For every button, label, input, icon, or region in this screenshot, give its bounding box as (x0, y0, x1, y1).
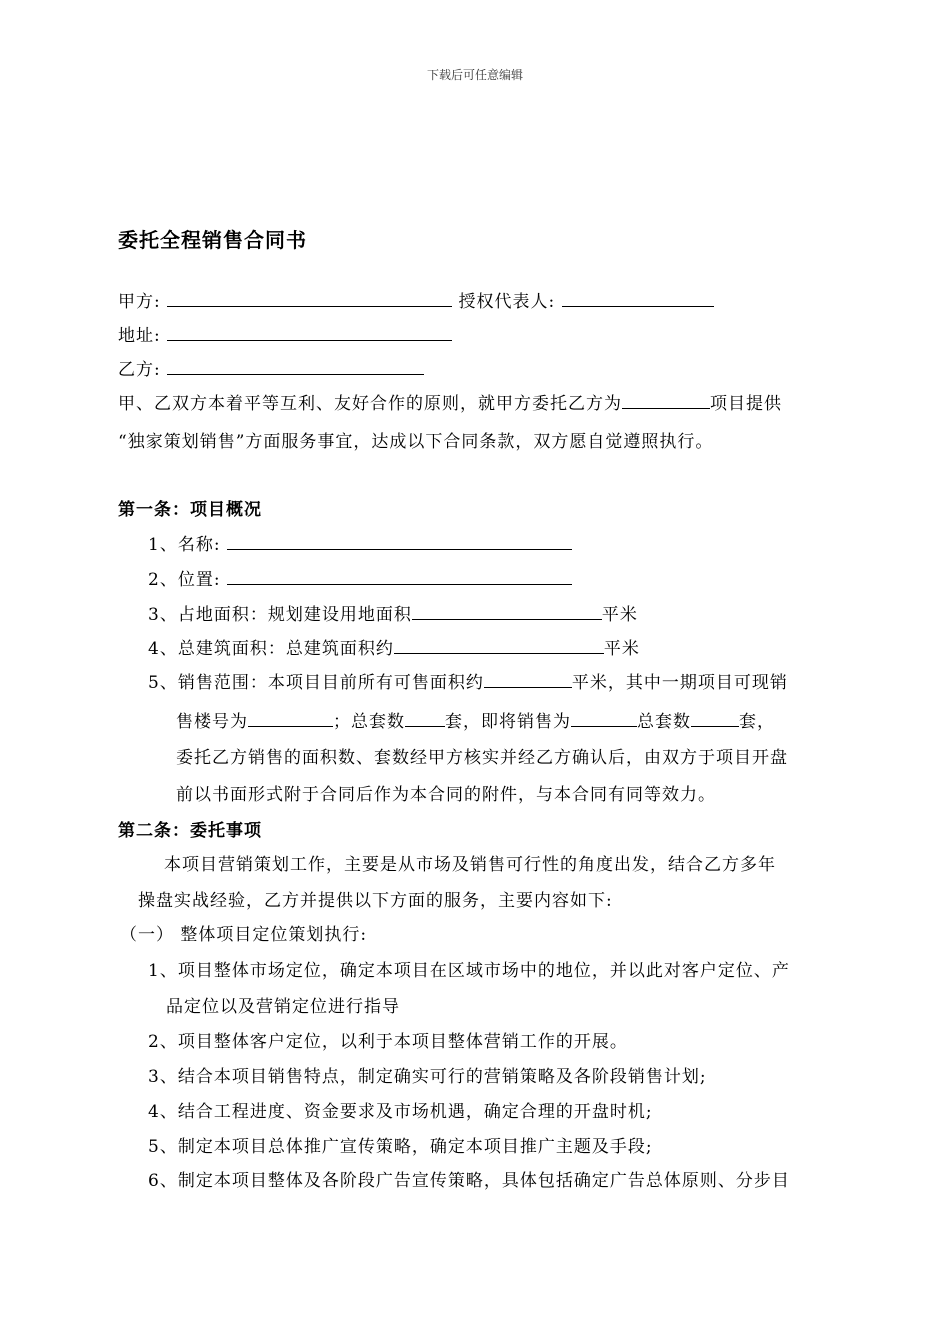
intro-line-2: “独家策划销售”方面服务事宜，达成以下合同条款，双方愿自觉遵照执行。 (118, 432, 714, 452)
intro-text: 甲、乙双方本着平等互利、友好合作的原则，就甲方委托乙方为 (118, 394, 622, 414)
a1-item-5-line4: 前以书面形式附于合同后作为本合同的附件，与本合同有同等效力。 (176, 785, 716, 805)
rep-label: 授权代表人: (458, 292, 556, 312)
total-sets-blank (405, 709, 445, 727)
party-b-line (118, 355, 424, 380)
sales-area-blank (484, 670, 572, 688)
section-1-title: （一） 整体项目定位策划执行: (120, 925, 368, 945)
floor-area-blank (394, 636, 604, 654)
article-2-para-2: 操盘实战经验，乙方并提供以下方面的服务，主要内容如下: (138, 891, 613, 911)
sales-scope-text: 5、销售范围：本项目目前所有可售面积约 (148, 673, 484, 693)
service-item-1: 1、项目整体市场定位，确定本项目在区域市场中的地位，并以此对客户定位、产 (148, 961, 790, 981)
sales-scope-text-2: 平米，其中一期项目可现销 (571, 673, 788, 693)
article-1-title: 第一条：项目概况 (118, 500, 262, 520)
land-area-label: 3、占地面积：规划建设用地面积 (148, 605, 412, 625)
a1-item-1 (148, 530, 572, 555)
address-line (118, 321, 452, 346)
service-item-4: 4、结合工程进度、资金要求及市场机遇，确定合理的开盘时机; (148, 1102, 653, 1122)
party-a-label: 甲方: (118, 292, 161, 312)
sets-unit: 套， (739, 712, 775, 732)
article-2-para-1: 本项目营销策划工作，主要是从市场及销售可行性的角度出发，结合乙方多年 (164, 855, 776, 875)
a1-item-5-cont (176, 707, 775, 732)
upcoming-blank (571, 709, 637, 727)
address-label: 地址: (118, 326, 161, 346)
name-blank (227, 532, 572, 550)
a1-item-5 (148, 668, 788, 693)
total-sets-blank-2 (691, 709, 739, 727)
unit-label: 平米 (601, 605, 638, 625)
building-no-label: 售楼号为 (176, 712, 248, 732)
floor-area-label: 4、总建筑面积：总建筑面积约 (148, 639, 394, 659)
total-sets-label: ；总套数 (333, 712, 405, 732)
upcoming-label: 套，即将销售为 (445, 712, 571, 732)
document-title: 委托全程销售合同书 (118, 228, 307, 252)
party-a-blank (167, 289, 452, 307)
location-label: 2、位置: (148, 570, 221, 590)
service-item-2: 2、项目整体客户定位，以利于本项目整体营销工作的开展。 (148, 1032, 628, 1052)
building-no-blank (248, 709, 333, 727)
land-area-blank (412, 602, 602, 620)
a1-item-3 (148, 600, 638, 625)
name-label: 1、名称: (148, 535, 221, 555)
service-item-3: 3、结合本项目销售特点，制定确实可行的营销策略及各阶段销售计划; (148, 1067, 707, 1087)
rep-blank (562, 289, 714, 307)
total-sets-label-2: 总套数 (637, 712, 691, 732)
service-item-6: 6、制定本项目整体及各阶段广告宣传策略，具体包括确定广告总体原则、分步目 (148, 1171, 790, 1191)
intro-text-end: 项目提供 (710, 394, 782, 414)
party-a-line (118, 287, 714, 312)
unit-label: 平米 (603, 639, 640, 659)
a1-item-4 (148, 634, 640, 659)
article-2-title: 第二条：委托事项 (118, 821, 262, 841)
party-b-blank (167, 357, 424, 375)
party-b-label: 乙方: (118, 360, 161, 380)
a1-item-2 (148, 565, 572, 590)
header-note: 下载后可任意编辑 (426, 68, 523, 82)
location-blank (227, 567, 572, 585)
project-blank (622, 391, 710, 409)
a1-item-5-line3: 委托乙方销售的面积数、套数经甲方核实并经乙方确认后，由双方于项目开盘 (176, 748, 788, 768)
service-item-5: 5、制定本项目总体推广宣传策略，确定本项目推广主题及手段; (148, 1137, 653, 1157)
address-blank (167, 323, 452, 341)
intro-line-1 (118, 389, 782, 414)
service-item-1-cont: 品定位以及营销定位进行指导 (166, 997, 400, 1017)
